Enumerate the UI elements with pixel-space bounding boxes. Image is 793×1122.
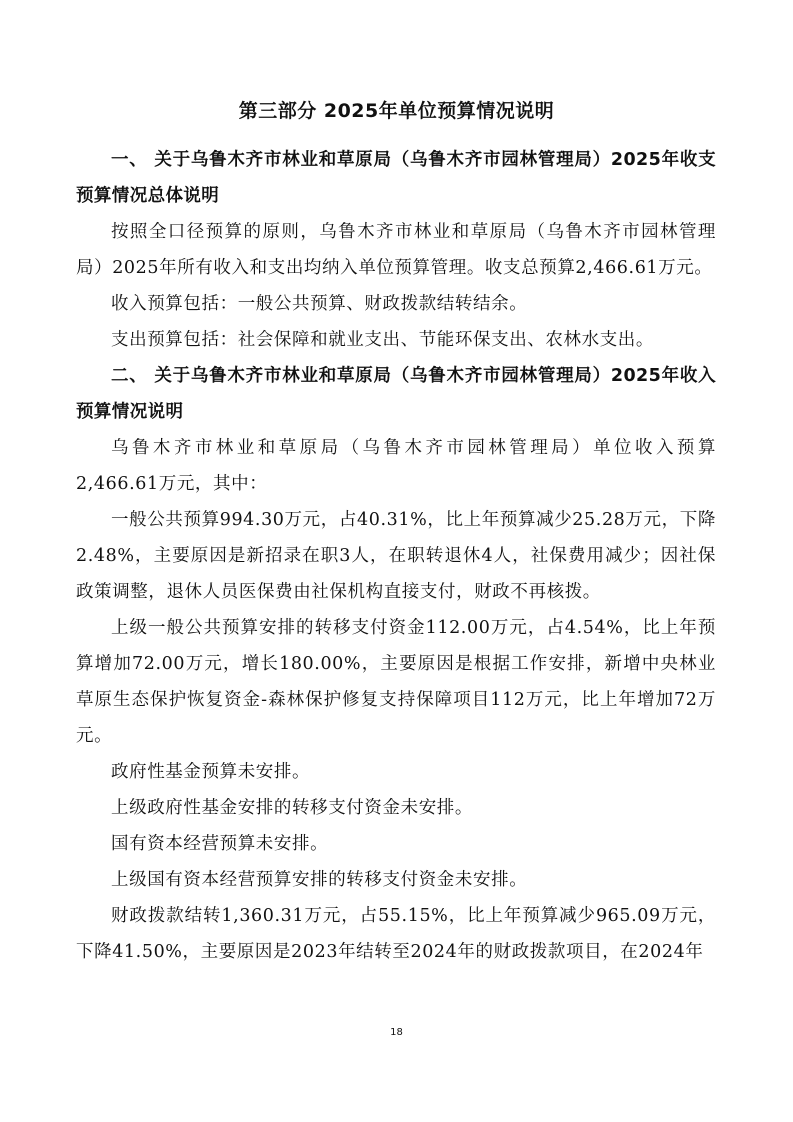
section-heading-2: 二、 关于乌鲁木齐市林业和草原局（乌鲁木齐市园林管理局）2025年收入预算情况说明 [76,366,716,422]
paragraph: 支出预算包括：社会保障和就业支出、节能环保支出、农林水支出。 [111,330,654,350]
section-heading-1: 一、 关于乌鲁木齐市林业和草原局（乌鲁木齐市园林管理局）2025年收支预算情况总体说明 [76,150,716,206]
paragraph: 乌鲁木齐市林业和草原局（乌鲁木齐市园林管理局）单位收入预算2,466.61万元，其中： [76,438,716,494]
paragraph: 上级一般公共预算安排的转移支付资金112.00万元，占4.54%，比上年预算增加72.00万元，增长180.00%，主要原因是根据工作安排，新增中央林业草原生态保护恢复资金-森林保护修复支持保障项目112万元，比上年增加72万元。 [76,618,716,746]
paragraph: 国有资本经营预算未安排。 [111,834,329,854]
paragraph: 上级国有资本经营预算安排的转移支付资金未安排。 [111,870,528,890]
paragraph: 财政拨款结转1,360.31万元，占55.15%，比上年预算减少965.09万元，下降41.50%，主要原因是2023年结转至2024年的财政拨款项目，在2024年 [76,906,716,962]
document-body [76,142,716,970]
page-number: 18 [390,1027,403,1038]
paragraph: 按照全口径预算的原则，乌鲁木齐市林业和草原局（乌鲁木齐市园林管理局）2025年所有收入和支出均纳入单位预算管理。收支总预算2,466.61万元。 [76,222,716,278]
paragraph: 收入预算包括：一般公共预算、财政拨款结转结余。 [111,294,528,314]
paragraph: 政府性基金预算未安排。 [111,762,311,782]
paragraph: 一般公共预算994.30万元，占40.31%，比上年预算减少25.28万元，下降2.48%，主要原因是新招录在职3人，在职转退休4人，社保费用减少；因社保政策调整，退休人员医保费由社保机构直接支付，财政不再核拨。 [76,510,716,602]
paragraph: 上级政府性基金安排的转移支付资金未安排。 [111,798,473,818]
page-title: 第三部分 2025年单位预算情况说明 [238,100,555,122]
